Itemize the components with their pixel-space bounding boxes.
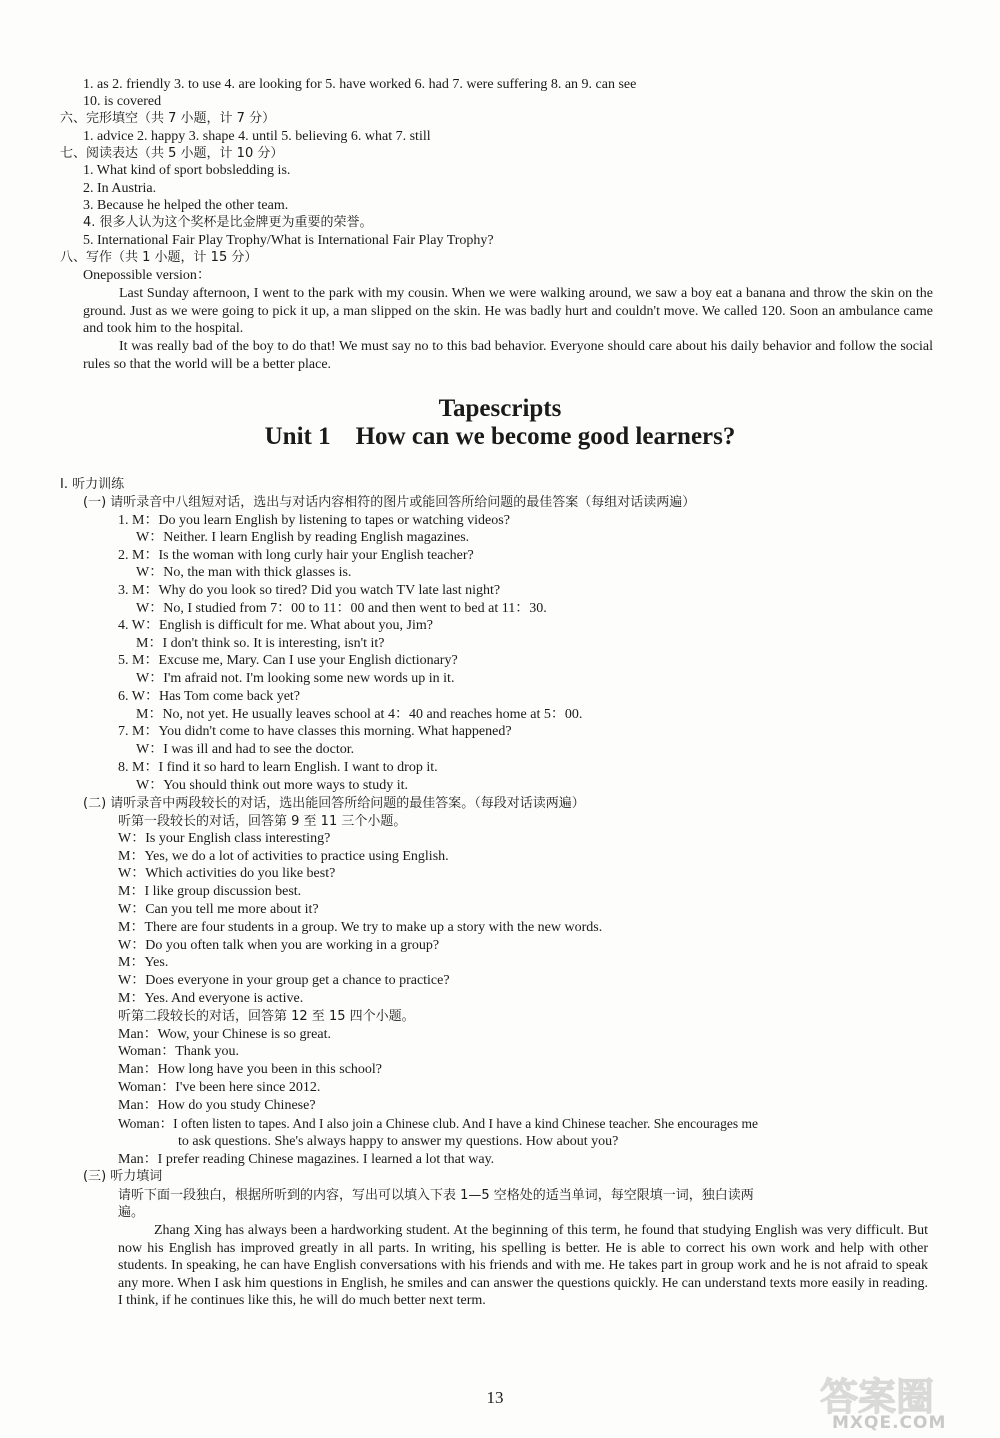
dialogue-line: M：Yes. And everyone is active. — [118, 991, 304, 1006]
part2-heading: (二) 请听录音中两段较长的对话，选出能回答所给问题的最佳答案。（每段对话读两遍） — [83, 796, 585, 811]
tapescripts-title: Tapescripts — [438, 395, 562, 422]
dialogue-line: Woman：Thank you. — [118, 1044, 239, 1059]
dialogue-line: W：I'm afraid not. I'm looking some new words up in it. — [136, 671, 455, 686]
cloze-heading: 六、完形填空（共 7 小题，计 7 分） — [60, 111, 276, 126]
fill-answers-row2: 10. is covered — [83, 94, 162, 109]
dialogue-line: Man：How long have you been in this school? — [118, 1062, 383, 1077]
dialogue-line: W：No, the man with thick glasses is. — [136, 565, 352, 580]
long-dialogue2-intro: 听第二段较长的对话，回答第 12 至 15 四个小题。 — [118, 1009, 415, 1024]
dialogue-line: 7. M：You didn't come to have classes this morning. What happened? — [118, 724, 512, 739]
dialogue-line: to ask questions. She's always happy to answer my questions. How about you? — [178, 1134, 619, 1149]
dialogue-line: Man：Wow, your Chinese is so great. — [118, 1027, 331, 1042]
dialogue-line: 4. W：English is difficult for me. What about you, Jim? — [118, 618, 433, 633]
dialogue-line: W：Neither. I learn English by reading English magazines. — [136, 530, 470, 545]
writing-heading: 八、写作（共 1 小题，计 15 分） — [60, 250, 258, 265]
dialogue-line: M：Yes. — [118, 955, 169, 970]
dialogue-line: 5. M：Excuse me, Mary. Can I use your English dictionary? — [118, 653, 458, 668]
watermark-logo-text: 答案圈 — [820, 1375, 935, 1419]
dialogue-line: 6. W：Has Tom come back yet? — [118, 689, 301, 704]
essay-paragraph-1: Last Sunday afternoon, I went to the park with my cousin. When we were walking around, we saw a boy eat a banana and throw the skin on the ground. Just as we were going to pick it up, a man slipped on the skin. He was badly hurt and couldn't move. We called 120. Soon an ambulance came and took him to the hospital. — [83, 286, 933, 336]
reading-answer: 3. Because he helped the other team. — [83, 198, 289, 213]
essay-paragraph-2: It was really bad of the boy to do that! We must say no to this bad behavior. Everyone should care about his daily behavior and follow the social rules so that the world will be a better place. — [83, 339, 933, 372]
dialogue-line: W：Does everyone in your group get a chance to practice? — [118, 973, 450, 988]
fill-answers-row1: 1. as 2. friendly 3. to use 4. are looking for 5. have worked 6. had 7. were suffering 8. an 9. can see — [83, 77, 637, 92]
dialogue-line: Man：I prefer reading Chinese magazines. I learned a lot that way. — [118, 1152, 495, 1167]
watermark-url: MXQE.COM — [832, 1413, 947, 1433]
unit-title: Unit 1 How can we become good learners? — [264, 423, 736, 450]
part1-heading: (一) 请听录音中八组短对话，选出与对话内容相符的图片或能回答所给问题的最佳答案（每组对话读两遍） — [83, 495, 696, 510]
reading-answer: 1. What kind of sport bobsledding is. — [83, 163, 291, 178]
reading-heading: 七、阅读表达（共 5 小题，计 10 分） — [60, 146, 284, 161]
dialogue-line: 1. M：Do you learn English by listening to tapes or watching videos? — [118, 513, 510, 528]
dialogue-line: 2. M：Is the woman with long curly hair your English teacher? — [118, 548, 474, 563]
dialogue-line: W：No, I studied from 7：00 to 11：00 and then went to bed at 11：30. — [136, 601, 547, 616]
reading-answer: 2. In Austria. — [83, 181, 157, 196]
dialogue-line: Woman：I've been here since 2012. — [118, 1080, 321, 1095]
writing-version-label: Onepossible version： — [83, 268, 211, 283]
part3-instruction-cont: 遍。 — [118, 1205, 145, 1220]
dialogue-line: 3. M：Why do you look so tired? Did you watch TV late last night? — [118, 583, 501, 598]
cloze-answers: 1. advice 2. happy 3. shape 4. until 5. believing 6. what 7. still — [83, 129, 431, 144]
dialogue-line: M：There are four students in a group. We try to make up a story with the new words. — [118, 920, 603, 935]
part3-instruction: 请听下面一段独白，根据所听到的内容，写出可以填入下表 1—5 空格处的适当单词，每空限填一词，独白读两 — [118, 1188, 754, 1203]
dialogue-line: W：Is your English class interesting? — [118, 831, 331, 846]
dialogue-line: W：I was ill and had to see the doctor. — [136, 742, 355, 757]
dialogue-line: W：Can you tell me more about it? — [118, 902, 319, 917]
monologue-paragraph: Zhang Xing has always been a hardworking student. At the beginning of this term, he found that studying English was very difficult. But now his English has improved greatly in all parts. In writing, his spelling is better. He is able to correct his own work and help with other students. In speaking, he can have English conversations with his friends and with me. He takes part in group work and he is not afraid to speak any more. When I ask him questions in English, he smiles and can answer the questions quickly. He can understand texts more easily in reading. I think, if he continues like this, he will do much better next term. — [118, 1223, 928, 1308]
dialogue-line: Man：How do you study Chinese? — [118, 1098, 316, 1113]
dialogue-line: W：Do you often talk when you are working in a group? — [118, 938, 440, 953]
dialogue-line: M：I like group discussion best. — [118, 884, 302, 899]
reading-answer: 4. 很多人认为这个奖杯是比金牌更为重要的荣誉。 — [83, 215, 373, 230]
dialogue-line: 8. M：I find it so hard to learn English. I want to drop it. — [118, 760, 438, 775]
dialogue-line: Woman：I often listen to tapes. And I also join a Chinese club. And I have a kind Chinese teacher. She encourages me — [118, 1116, 758, 1131]
long-dialogue1-intro: 听第一段较长的对话，回答第 9 至 11 三个小题。 — [118, 814, 407, 829]
dialogue-line: W：Which activities do you like best? — [118, 866, 336, 881]
dialogue-line: M：No, not yet. He usually leaves school at 4：40 and reaches home at 5：00. — [136, 707, 583, 722]
part3-heading: (三) 听力填词 — [83, 1169, 163, 1184]
reading-answer: 5. International Fair Play Trophy/What is International Fair Play Trophy? — [83, 233, 494, 248]
dialogue-line: W：You should think out more ways to study it. — [136, 778, 408, 793]
section1-heading: Ⅰ. 听力训练 — [60, 477, 125, 492]
dialogue-line: M：I don't think so. It is interesting, isn't it? — [136, 636, 385, 651]
page-number: 13 — [486, 1388, 504, 1407]
dialogue-line: M：Yes, we do a lot of activities to practice using English. — [118, 849, 449, 864]
